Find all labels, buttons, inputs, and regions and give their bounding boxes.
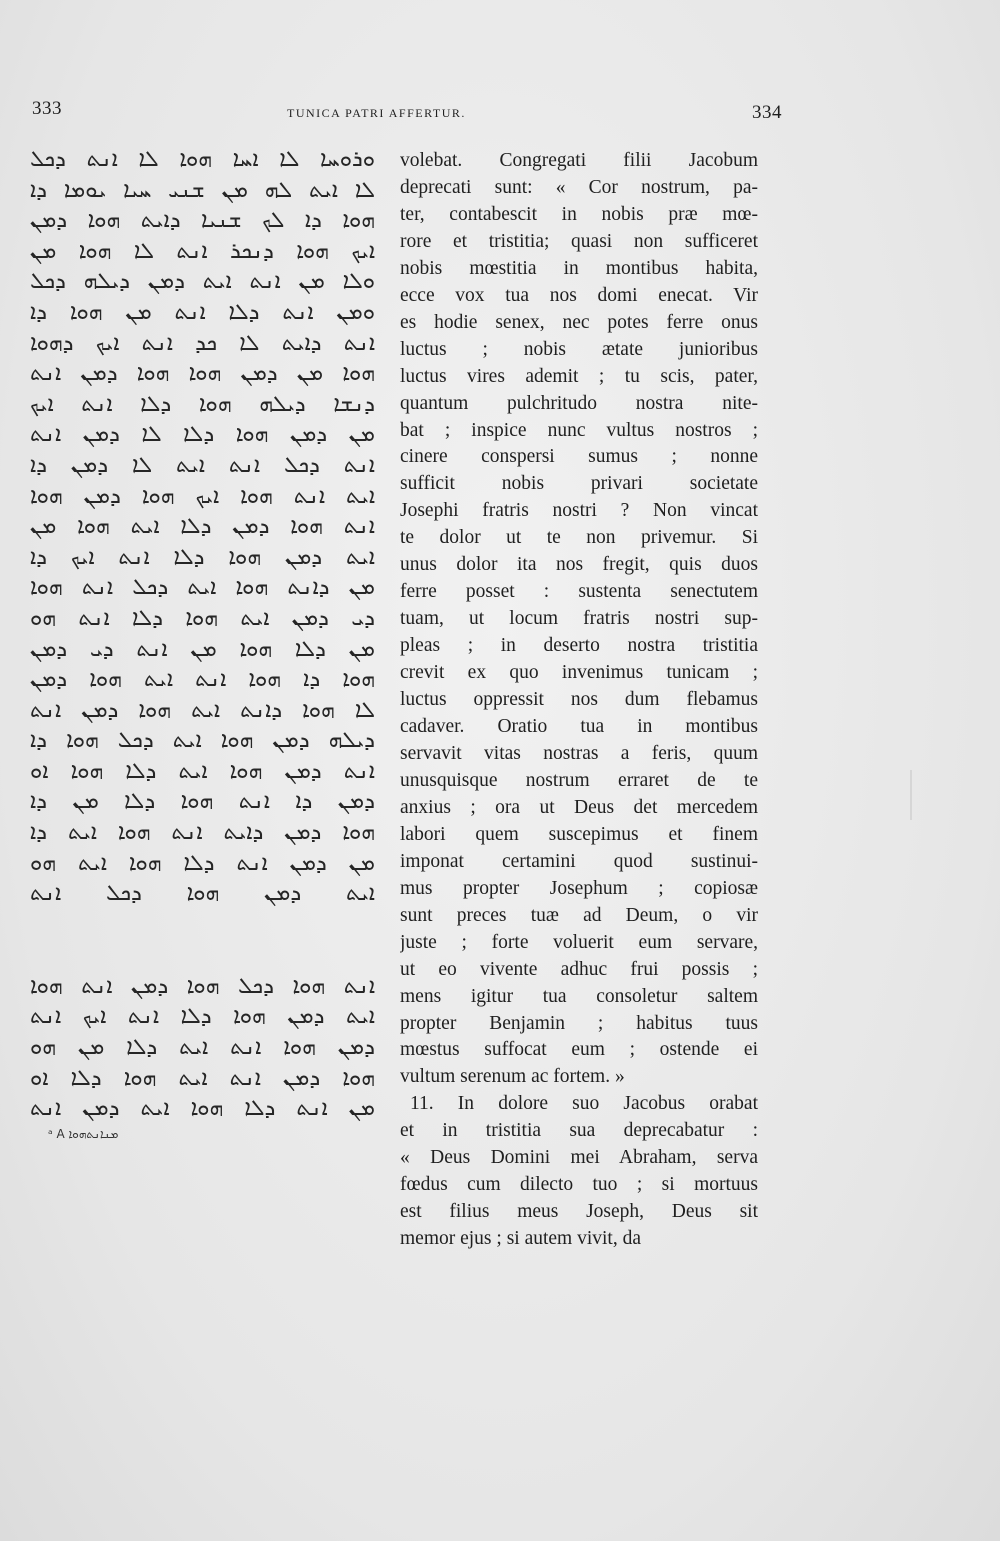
latin-line: ecce vox tua nos domi enecat. Vir [400, 284, 758, 306]
syriac-line: ܗܘܐ ܕܡܢ ܐܢܬ ܐܝܬ ܗܘܐ ܕܠܐ ܐܘ [30, 1065, 375, 1091]
latin-line: cinere conspersi sumus ; nonne [400, 446, 758, 468]
syriac-line: ܕܝܠܗ ܕܡܢ ܗܘܐ ܐܝܬ ܕܟܠ ܗܘܐ ܕܐ [30, 728, 375, 754]
latin-line: deprecati sunt: « Cor nostrum, pa- [400, 176, 758, 198]
syriac-line: ܡܢ ܕܡܢ ܗܘܐ ܕܠܐ ܠܐ ܕܡܢ ܐܢܬ [30, 422, 375, 448]
latin-line: pleas ; in deserto nostra tristitia [400, 635, 758, 657]
syriac-line: ܕܢܫܐ ܕܝܠܗ ܗܘܐ ܕܠܐ ܐܢܬ ܐܝܟ [30, 391, 375, 417]
latin-line: memor ejus ; si autem vivit, da [400, 1228, 641, 1250]
running-title: TUNICA PATRI AFFERTUR. [287, 106, 466, 120]
syriac-line: ܐܢܬ ܕܡܢ ܗܘܐ ܐܝܬ ܕܠܐ ܗܘܐ ܐܘ [30, 758, 375, 784]
latin-line: sufficit nobis privari societate [400, 473, 758, 495]
syriac-line: ܗܘܐ ܕܡܢ ܕܐܝܬ ܐܢܬ ܗܘܐ ܐܝܬ ܕܐ [30, 820, 375, 846]
syriac-line: ܗܘܐ ܕܐ ܗܘܐ ܐܢܬ ܐܝܬ ܗܘܐ ܕܡܢ [30, 667, 375, 693]
latin-line: luctus ; nobis ætate junioribus [400, 338, 758, 360]
latin-line: unusquisque nostrum erraret de te [400, 769, 758, 791]
syriac-line: ܠܐ ܐܝܬ ܠܗ ܡܢ ܫܢܝ ܚܝܐ ܝܘܡܐ ܕܐ [30, 177, 375, 203]
syriac-text-column [30, 145, 375, 1142]
syriac-line: ܐܝܬ ܕܡܢ ܗܘܐ ܕܠܐ ܐܢܬ ܐܝܟ ܐܢܬ [30, 1004, 375, 1030]
latin-line: luctus vires ademit ; tu scis, pater, [400, 365, 758, 387]
latin-line: imponat certamini quod sustinui- [400, 850, 758, 872]
latin-line: cadaver. Oratio tua in montibus [400, 716, 758, 738]
paper-crease [910, 770, 926, 820]
latin-line: te dolor ut te non privemur. Si [400, 527, 758, 549]
syriac-line: ܐܝܬ ܐܢܬ ܗܘܐ ܐܝܟ ܗܘܐ ܕܡܢ ܗܘܐ [30, 483, 375, 509]
latin-line: bat ; inspice nunc vultus nostros ; [400, 419, 758, 441]
syriac-line: ܐܝܬ ܕܡܢ ܗܘܐ ܕܟܠ ܐܢܬ [30, 881, 375, 907]
syriac-line: ܕܝ ܕܡܢ ܐܝܬ ܗܘܐ ܕܠܐ ܐܢܬ ܗܘ [30, 605, 375, 631]
latin-line: Josephi fratris nostri ? Non vincat [400, 500, 758, 522]
latin-line: mus propter Josephum ; copiosæ [400, 877, 758, 899]
latin-line: crevit ex quo invenimus tunicam ; [400, 662, 758, 684]
syriac-line: ܘܡܢ ܐܢܬ ܕܠܐ ܐܢܬ ܡܢ ܗܘܐ ܕܐ [30, 299, 375, 325]
latin-line: rore et tristitia; quasi non sufficeret [400, 230, 758, 252]
running-head [32, 98, 782, 128]
syriac-line: ܡܢ ܕܐܢܬ ܗܘܐ ܐܝܬ ܕܟܠ ܐܢܬ ܗܘܐ [30, 575, 375, 601]
latin-line: fœdus cum dilecto tuo ; si mortuus [400, 1174, 758, 1196]
page-number-left: 333 [32, 98, 62, 119]
syriac-line: ܡܢ ܐܢܬ ܕܠܐ ܗܘܐ ܐܝܬ ܕܡܢ ܐܢܬ [30, 1096, 375, 1122]
syriac-line: ܐܢܬ ܕܐܝܬ ܠܐ ܟܕ ܐܢܬ ܐܝܟ ܕܗܘܐ [30, 330, 375, 356]
syriac-line: ܐܢܬ ܗܘܐ ܕܡܢ ܕܠܐ ܐܝܬ ܗܘܐ ܡܢ [30, 514, 375, 540]
latin-line: servavit vitas nostras a feris, quum [400, 742, 758, 764]
syriac-line: ܡܢ ܕܠܐ ܗܘܐ ܡܢ ܐܢܬ ܕܝ ܕܡܢ [30, 636, 375, 662]
syriac-line: ܐܢܬ ܗܘܐ ܕܟܠ ܗܘܐ ܕܡܢ ܐܢܬ ܗܘܐ [30, 973, 375, 999]
latin-line: juste ; forte voluerit eum servare, [400, 931, 758, 953]
latin-line: anxius ; ora ut Deus det mercedem [400, 796, 758, 818]
latin-line: ter, contabescit in nobis præ mœ- [400, 203, 758, 225]
latin-line: mens igitur tua consoletur saltem [400, 985, 758, 1007]
syriac-line: ܕܡܢ ܗܘܐ ܐܢܬ ܐܝܬ ܕܠܐ ܡܢ ܗܘ [30, 1035, 375, 1061]
latin-line: mœstus suffocat eum ; ostende ei [400, 1039, 758, 1061]
syriac-line: ܗܘܐ ܡܢ ܕܡܢ ܗܘܐ ܗܘܐ ܕܡܢ ܐܢܬ [30, 361, 375, 387]
latin-line: quantum pulchritudo nostra nite- [400, 392, 758, 414]
latin-line: nobis mœstitia in montibus habita, [400, 257, 758, 279]
syriac-line: ܘܪܘܚܐ ܠܐ ܐܚܐ ܗܘܐ ܠܐ ܐܢܬ ܕܟܠ [30, 147, 375, 172]
syriac-line: ܗܘܐ ܕܐ ܠܟ ܫܢܝܐ ܕܐܝܬ ܗܘܐ ܕܡܢ [30, 208, 375, 234]
footnote: ᵃ A ܡܢܐܢܬܗܘܐ [48, 1126, 119, 1141]
syriac-line: ܠܐ ܗܘܐ ܕܐܢܬ ܐܝܬ ܗܘܐ ܕܡܢ ܐܢܬ [30, 697, 375, 723]
latin-line: « Deus Domini mei Abraham, serva [400, 1147, 758, 1169]
syriac-line: ܐܢܬ ܕܟܠ ܐܢܬ ܐܝܬ ܠܐ ܕܡܢ ܕܐ [30, 452, 375, 478]
latin-line: luctus oppressit nos dum flebamus [400, 689, 758, 711]
latin-line: est filius meus Joseph, Deus sit [400, 1201, 758, 1223]
latin-line: volebat. Congregati filii Jacobum [400, 150, 758, 171]
latin-line: vultum serenum ac fortem. » [400, 1066, 625, 1088]
latin-line: propter Benjamin ; habitus tuus [400, 1012, 758, 1034]
syriac-line: ܕܡܢ ܕܐ ܐܢܬ ܗܘܐ ܕܠܐ ܡܢ ܕܐ [30, 789, 375, 815]
latin-line: sunt preces tuæ ad Deum, o vir [400, 904, 758, 926]
latin-text-column [400, 148, 758, 1253]
section-gap [30, 910, 375, 972]
latin-line: es hodie senex, nec potes ferre onus [400, 311, 758, 333]
syriac-line: ܐܝܬ ܕܡܢ ܗܘܐ ܕܠܐ ܐܢܬ ܐܝܟ ܕܐ [30, 544, 375, 570]
latin-line: tuam, ut locum fratris nostri sup- [400, 608, 758, 630]
syriac-line: ܘܠܐ ܡܢ ܐܢܬ ܐܝܬ ܕܡܢ ܕܝܠܗ ܕܟܠ [30, 269, 375, 295]
latin-line: labori quem suscepimus et finem [400, 823, 758, 845]
page-number-right: 334 [752, 102, 782, 123]
syriac-line: ܡܢ ܕܡܢ ܐܢܬ ܕܠܐ ܗܘܐ ܐܝܬ ܗܘ [30, 850, 375, 876]
latin-line: ferre posset : sustenta senectutem [400, 581, 758, 603]
syriac-line: ܐܝܟ ܗܘܐ ܕܢܟܪ ܐܢܬ ܠܐ ܗܘܐ ܡܢ [30, 238, 375, 264]
latin-line: 11. In dolore suo Jacobus orabat [410, 1093, 758, 1115]
latin-line: et in tristitia sua deprecabatur : [400, 1120, 758, 1142]
latin-line: ut eo vivente adhuc frui possis ; [400, 958, 758, 980]
latin-line: unus dolor ita nos fregit, quis duos [400, 554, 758, 576]
